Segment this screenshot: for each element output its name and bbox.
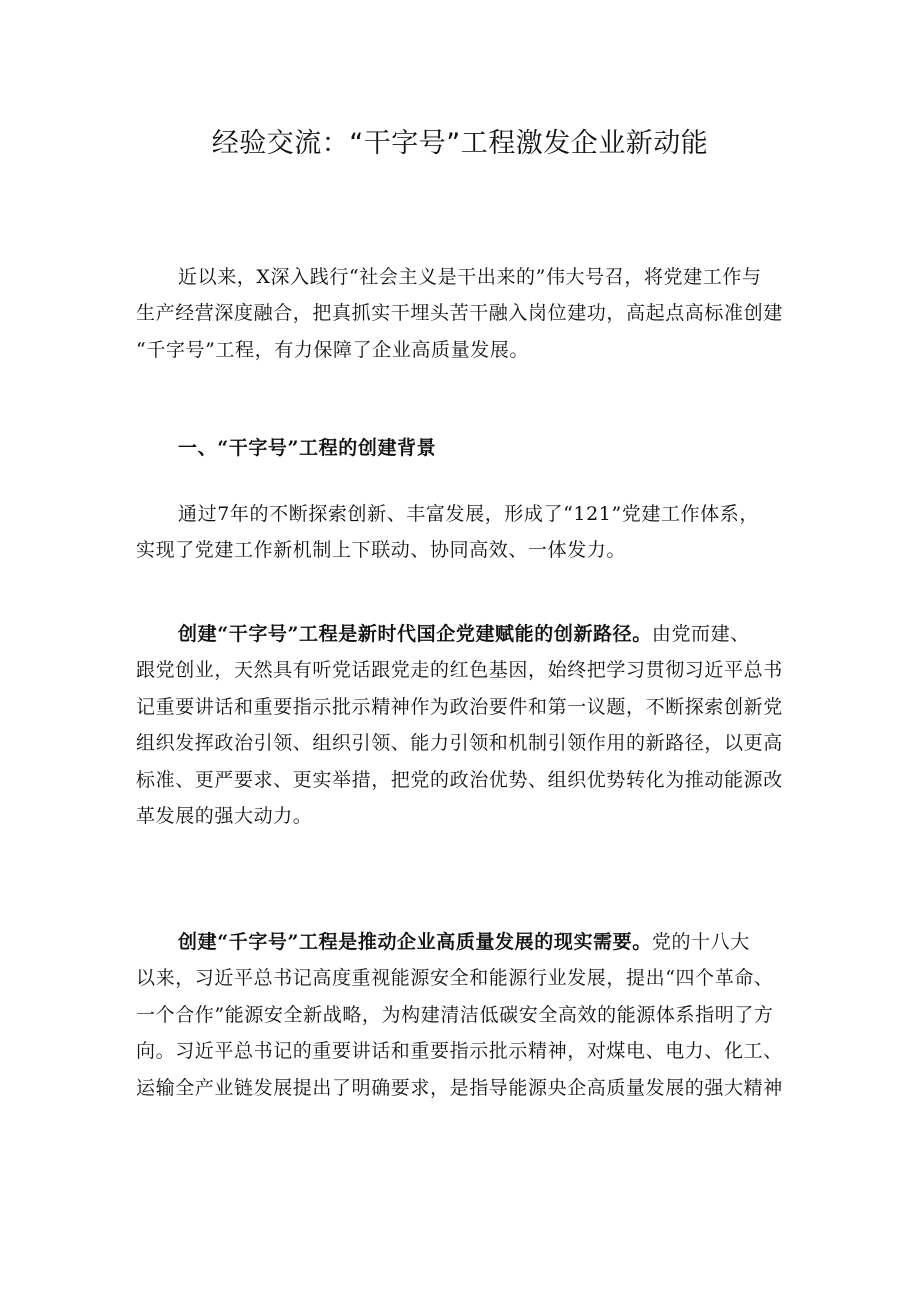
background-paragraph: [136, 496, 790, 569]
innovation-path-paragraph: [136, 616, 790, 834]
paragraph-lead-sentence: 创建“千字号”工程是推动企业高质量发展的现实需要。: [178, 931, 652, 953]
paragraph-line: 以来，习近平总书记高度重视能源安全和能源行业发展，提出“四个革命、: [136, 967, 774, 990]
paragraph-line: 通过7年的不断探索创新、丰富发展，形成了“121”党建工作体系，: [178, 503, 759, 525]
paragraph-line: 生产经营深度融合，把真抓实干埋头苦干融入岗位建功，高起点高标准创建: [136, 302, 783, 325]
paragraph-line: 近以来，X深入践行“社会主义是干出来的”伟大号召，将党建工作与: [178, 266, 762, 288]
document-title: 经验交流：“干字号”工程激发企业新动能: [211, 128, 709, 159]
paragraph-lead-sentence: 创建“干字号”工程是新时代国企党建赋能的创新路径。: [178, 623, 652, 645]
intro-paragraph: [136, 259, 790, 368]
paragraph-line: [136, 924, 790, 960]
paragraph-line: 组织发挥政治引领、组织引领、能力引领和机制引领作用的新路径，以更高: [136, 732, 783, 755]
paragraph-line: 革发展的强大动力。: [136, 805, 313, 828]
paragraph-line: 运输全产业链发展提出了明确要求，是指导能源央企高质量发展的强大精神: [136, 1076, 783, 1099]
paragraph-line: 标准、更严要求、更实举措，把党的政治优势、组织优势转化为推动能源改: [136, 768, 783, 791]
paragraph-line: [136, 616, 790, 652]
development-need-paragraph: [136, 924, 790, 1106]
paragraph-line: 实现了党建工作新机制上下联动、协同高效、一体发力。: [136, 539, 627, 562]
paragraph-line: 向。习近平总书记的重要讲话和重要指示批示精神，对煤电、电力、化工、: [136, 1040, 783, 1063]
section-heading: 一、“干字号”工程的创建背景: [178, 437, 437, 459]
paragraph-line: 跟党创业，天然具有听党话跟党走的红色基因，始终把学习贯彻习近平总书: [136, 659, 783, 682]
paragraph-line: “千字号”工程，有力保障了企业高质量发展。: [136, 338, 530, 361]
paragraph-line: 一个合作”能源安全新战略，为构建清洁低碳安全高效的能源体系指明了方: [136, 1003, 774, 1026]
paragraph-line: 记重要讲话和重要指示批示精神作为政治要件和第一议题，不断探索创新党: [136, 695, 783, 718]
paragraph-line-rest: 党的十八大: [651, 931, 750, 953]
paragraph-line-rest: 由党而建、: [651, 623, 750, 645]
